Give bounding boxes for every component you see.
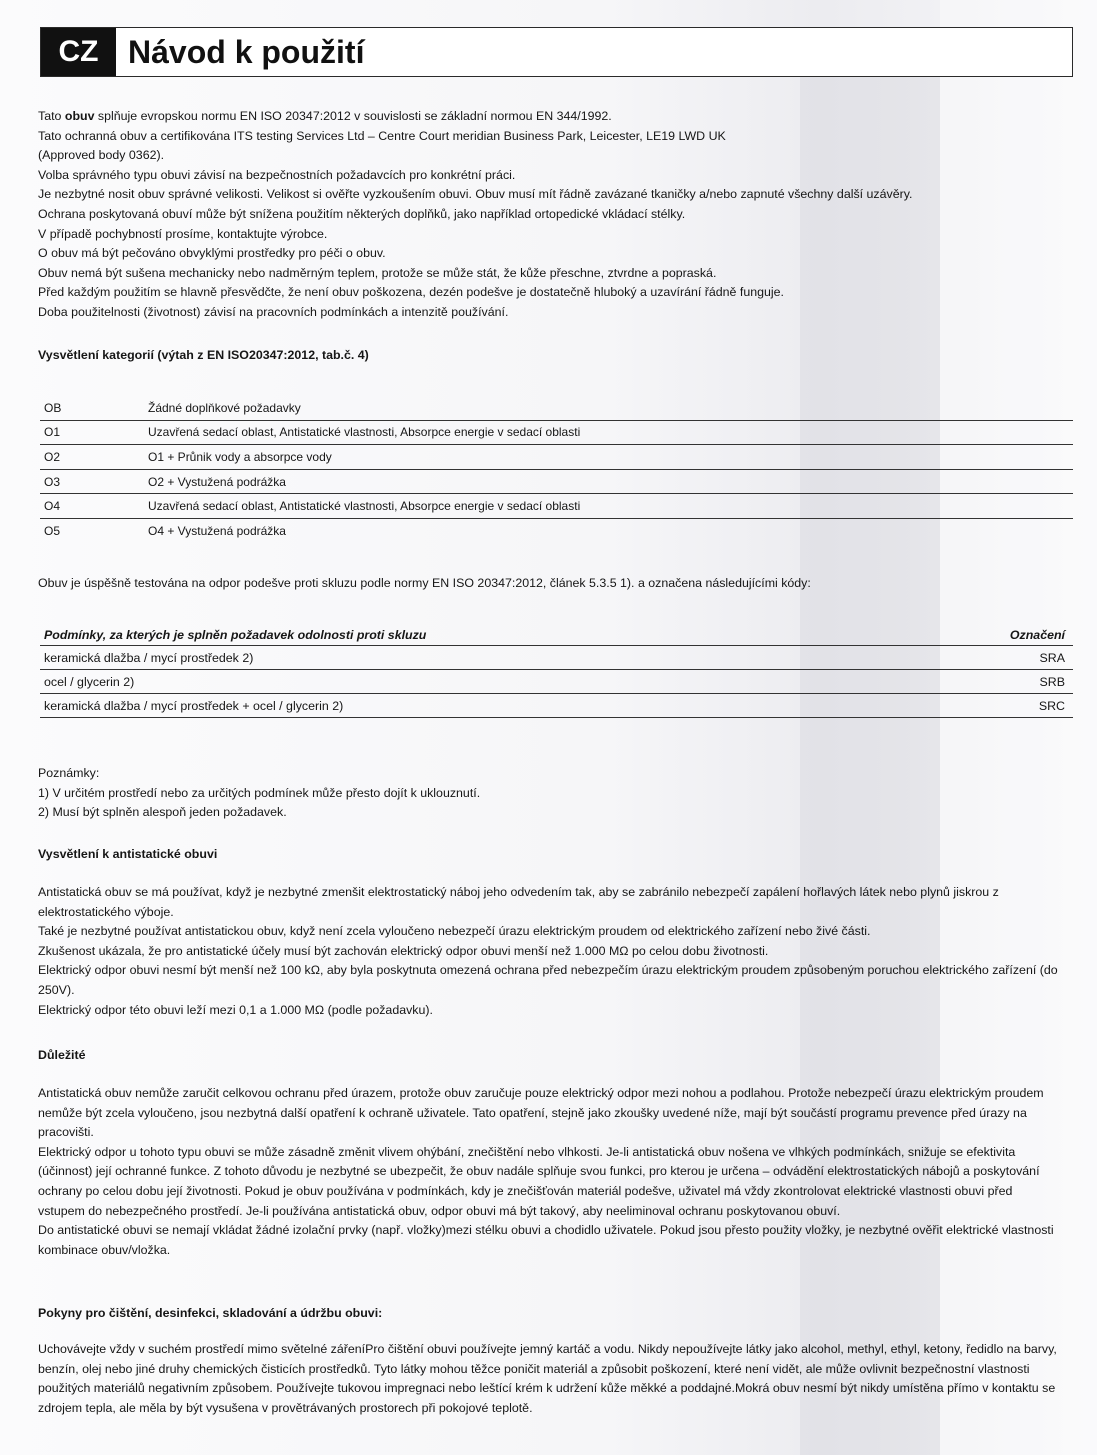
slip-code: SRA (1039, 650, 1065, 665)
slip-resistance-table (40, 622, 1073, 718)
slip-condition: keramická dlažba / mycí prostředek + ocel / glycerin 2) (44, 698, 344, 713)
categories-heading: Vysvětlení kategorií (výtah z EN ISO20347:2012, tab.č. 4) (38, 348, 369, 362)
category-code: O5 (44, 524, 61, 539)
categories-table (40, 396, 1073, 544)
important-heading: Důležité (38, 1048, 86, 1062)
slip-resistance-intro: Obuv je úspěšně testována na odpor podešve proti skluzu podle normy EN ISO 20347:2012, článek 5.3.5 1). a označena následujícími kódy: (38, 576, 811, 590)
table-row (40, 694, 1073, 718)
header-code: Označení (1009, 628, 1065, 642)
antistatic-heading: Vysvětlení k antistatické obuvi (38, 847, 218, 861)
intro-line: Je nezbytné nosit obuv správné velikosti. Velikost si ověřte vyzkoušením obuvi. Obuv musí mít řádně zavázané tkaničky a/nebo zapnuté všechny další uzávěry. (38, 187, 913, 202)
category-description: O4 + Vystužená podrážka (148, 524, 286, 539)
important-paragraph: Elektrický odpor u tohoto typu obuvi se může zásadně změnit vlivem ohýbání, znečištění nebo vlhkosti. Je-li antistatická obuv nošena ve vlhkých podmínkách, snižuje se efektivita (účinnost) její ochranné funkce. Z tohoto důvodu je nezbytné se ubezpečit, že obuv nadále splňuje svou funkci, pro kterou je určena – odvádění elektrostatických nábojů a poskytování ochrany po celou dobu její životnosti. Pokud je obuv používána v podmínkách, kdy je znečišťován materiál podešve, uživatel má vždy zkontrolovat elektrické vlastnosti obuvi před vstupem do nebezpečného prostředí. Je-li používána antistatická obuv, odpor obuvi má být takový, aby neeliminoval ochranu poskytovanou obuví. (38, 1144, 1040, 1218)
note-item: 2) Musí být splněn alespoň jeden požadavek. (38, 805, 287, 820)
slip-code: SRC (1038, 698, 1065, 713)
table-row (40, 646, 1073, 670)
table-header (40, 622, 1073, 646)
table-row (40, 519, 1073, 544)
table-row (40, 670, 1073, 694)
language-badge: CZ (41, 28, 116, 76)
intro-line: Ochrana poskytovaná obuví může být snížena použitím některých doplňků, jako například ortopedické vkládací stélky. (38, 206, 686, 221)
category-code: O2 (44, 449, 61, 464)
note-item: 1) V určitém prostředí nebo za určitých podmínek může přesto dojít k uklouznutí. (38, 785, 481, 800)
important-paragraph: Do antistatické obuvi se nemají vkládat žádné izolační prvky (např. vložky)mezi stélku obuvi a chodidlo uživatele. Pokud jsou přesto použity vložky, je nezbytné ověřit elektrické vlastnosti kombinace obuv/vložka. (38, 1223, 1054, 1257)
intro-line: O obuv má být pečováno obvyklými prostředky pro péči o obuv. (38, 246, 386, 261)
page-title: Návod k použití (128, 33, 365, 70)
care-section (38, 1340, 1078, 1418)
table-row (40, 396, 1073, 421)
intro-line: V případě pochybností prosíme, kontaktujte výrobce. (38, 226, 328, 241)
antistatic-paragraph: Antistatická obuv se má používat, když je nezbytné zmenšit elektrostatický náboj jeho odvedením tak, aby se zabránilo nebezpečí zapálení hořlavých látek nebo plynů jiskrou z elektrostatického výboje. (38, 885, 999, 919)
antistatic-paragraph: Také je nezbytné používat antistatickou obuv, když není zcela vyloučeno nebezpečí úrazu elektrickým proudem od elektrického zařízení nebo živé části. (38, 924, 871, 939)
document-header (40, 27, 1073, 77)
care-paragraph: Uchovávejte vždy v suchém prostředí mimo světelné zářeníPro čištění obuvi používejte jemný kartáč a vodu. Nikdy nepoužívejte látky jako alcohol, methyl, ethyl, ketony, ředidlo na barvy, benzín, olej nebo jiné druhy chemických čisticích prostředků. Tyto látky mohou těžce poničit materiál a způsobit poškození, které není vidět, ale může ovlivnit bezpečnostní vlastnosti použitých materiálů negativním způsobem. Používejte tukovou impregnaci nebo leštící krém k udržení kůže měkké a poddajné.Mokrá obuv nesmí být nikdy umístěna přímo v kontaktu se zdrojem tepla, ale měla by být vysušena v provětrávaných prostorech při pokojové teplotě. (38, 1342, 1057, 1415)
intro-line: Doba použitelnosti (životnost) závisí na pracovních podmínkách a intenzitě používání. (38, 304, 509, 319)
table-row (40, 445, 1073, 470)
intro-line: (Approved body 0362). (38, 148, 165, 163)
notes-section (38, 764, 1038, 823)
category-description: Uzavřená sedací oblast, Antistatické vlastnosti, Absorpce energie v sedací oblasti (148, 499, 581, 514)
intro-line: Obuv nemá být sušena mechanicky nebo nadměrným teplem, protože se může stát, že kůže přeschne, ztvrdne a popraská. (38, 265, 717, 280)
intro-line: Před každým použitím se hlavně přesvědčte, že není obuv poškozena, dezén podešve je dostatečně hluboký a uzavírání řádně funguje. (38, 285, 784, 300)
antistatic-paragraph: Elektrický odpor obuvi nesmí být menší než 100 kΩ, aby byla poskytnuta omezená ochrana před nebezpečím úrazu elektrickým proudem způsobeným poruchou elektrického zařízení (do 250V). (38, 963, 1058, 997)
important-paragraph: Antistatická obuv nemůže zaručit celkovou ochranu před úrazem, protože obuv zaručuje pouze elektrický odpor mezi nohou a podlahou. Protože nebezpečí úrazu elektrickým proudem nemůže být zcela vyloučeno, jsou nezbytná další opatření k ochraně uživatele. Tato opatření, stejně jako zkoušky uvedené níže, mají být součástí programu prevence před úrazy na pracovišti. (38, 1086, 1044, 1140)
category-code: O1 (44, 425, 61, 440)
table-row (40, 421, 1073, 446)
intro-line: Tato obuv splňuje evropskou normu EN ISO 20347:2012 v souvislosti se základní normou EN 344/1992. (38, 109, 612, 123)
category-description: Uzavřená sedací oblast, Antistatické vlastnosti, Absorpce energie v sedací oblasti (148, 425, 581, 440)
intro-line: Tato ochranná obuv a certifikována ITS testing Services Ltd – Centre Court meridian Business Park, Leicester, LE19 LWD UK (38, 128, 726, 143)
antistatic-paragraph: Zkušenost ukázala, že pro antistatické účely musí být zachován elektrický odpor obuvi menší než 1.000 MΩ po celou dobu životnosti. (38, 943, 769, 958)
table-row (40, 494, 1073, 519)
category-code: O4 (44, 499, 61, 514)
table-row (40, 470, 1073, 495)
header-condition: Podmínky, za kterých je splněn požadavek odolnosti proti skluzu (44, 628, 427, 642)
important-section (38, 1084, 1058, 1260)
slip-condition: keramická dlažba / mycí prostředek 2) (44, 650, 254, 665)
antistatic-paragraph: Elektrický odpor této obuvi leží mezi 0,1 a 1.000 MΩ (podle požadavku). (38, 1002, 433, 1017)
slip-code: SRB (1039, 674, 1065, 689)
care-heading: Pokyny pro čištění, desinfekci, skladování a údržbu obuvi: (38, 1306, 383, 1320)
category-code: OB (44, 400, 62, 415)
category-description: O1 + Průnik vody a absorpce vody (148, 449, 332, 464)
category-description: Žádné doplňkové požadavky (148, 400, 301, 415)
category-code: O3 (44, 474, 61, 489)
notes-heading: Poznámky: (38, 766, 100, 780)
category-description: O2 + Vystužená podrážka (148, 474, 286, 489)
intro-section (38, 107, 1048, 323)
intro-line: Volba správného typu obuvi závisí na bezpečnostních požadavcích pro konkrétní práci. (38, 167, 516, 182)
slip-condition: ocel / glycerin 2) (44, 674, 135, 689)
antistatic-section (38, 883, 1058, 1020)
